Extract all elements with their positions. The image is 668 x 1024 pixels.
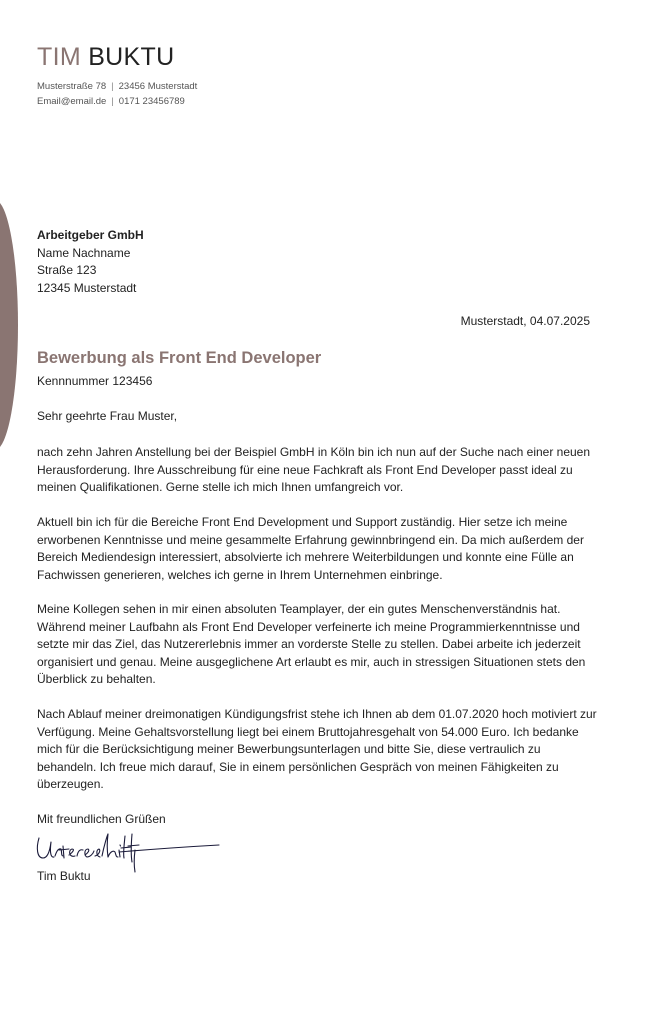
sender-email: Email@email.de [37, 96, 107, 107]
recipient-address-block [37, 227, 144, 297]
sender-contact-line [37, 96, 185, 107]
separator: | [111, 96, 114, 107]
sender-last-name: BUKTU [88, 43, 175, 71]
sender-address-line [37, 81, 197, 92]
sender-city: 23456 Musterstadt [118, 81, 198, 92]
recipient-company: Arbeitgeber GmbH [37, 228, 144, 242]
salutation: Sehr geehrte Frau Muster, [37, 409, 178, 423]
body-paragraph-3: Meine Kollegen sehen in mir einen absoluten Teamplayer, der ein gutes Menschenverständnis hat. Während meiner Laufbahn als Front End Developer verfeinerte ich meine Programmierkenntnisse und setzte mir das Ziel, das Nutzererlebnis immer an vorderste Stelle zu stellen. Dabei arbeite ich jederzeit organisiert und genau. Meine ausgeglichene Art erlaubt es mir, auch in stressigen Situationen stets den Überblick zu behalten. [37, 602, 586, 687]
separator: | [111, 81, 114, 92]
letter-date: Musterstadt, 04.07.2025 [460, 314, 590, 328]
sender-phone: 0171 23456789 [118, 96, 185, 107]
body-paragraph-4: Nach Ablauf meiner dreimonatigen Kündigungsfrist stehe ich Ihnen ab dem 01.07.2020 hoch motiviert zur Verfügung. Meine Gehaltsvorstellung liegt bei einem Bruttojahresgehalt von 54.000 Euro. Ich bedanke mich für die Berücksichtigung meiner Bewerbungsunterlagen und bitte Sie, diese vertraulich zu behandeln. Ich freue mich darauf, Sie in einem persönlichen Gespräch von meinen Fähigkeiten zu überzeugen. [37, 707, 597, 792]
recipient-city: 12345 Musterstadt [37, 280, 137, 295]
letter-subject: Bewerbung als Front End Developer [37, 349, 322, 367]
recipient-street: Straße 123 [37, 263, 97, 277]
decorative-accent-arc [0, 200, 18, 450]
closing-phrase: Mit freundlichen Grüßen [37, 812, 166, 826]
sender-street: Musterstraße 78 [37, 81, 107, 92]
body-paragraph-1: nach zehn Jahren Anstellung bei der Beispiel GmbH in Köln bin ich nun auf der Suche nach einer neuen Herausforderung. Ihre Ausschreibung für eine neue Fachkraft als Front End Developer passt ideal zu meinen Qualifikationen. Gerne stelle ich mich Ihnen umfangreich vor. [37, 445, 591, 495]
recipient-contact: Name Nachname [37, 245, 131, 260]
body-paragraph-2: Aktuell bin ich für die Bereiche Front End Development und Support zuständig. Hier setze ich meine erworbenen Kenntnisse und meine gesammelte Erfahrung gewinnbringend ein. Da mich außerdem der Bereich Mediendesign interessiert, absolvierte ich mehrere Weiterbildungen und konnte eine Fülle an Fachwissen generieren, welches ich gerne in Ihrem Unternehmen einbringe. [37, 515, 584, 582]
reference-number: Kennnummer 123456 [37, 374, 153, 388]
sender-first-name: TIM [37, 43, 81, 71]
sender-name [37, 43, 174, 72]
signer-name: Tim Buktu [37, 869, 91, 883]
